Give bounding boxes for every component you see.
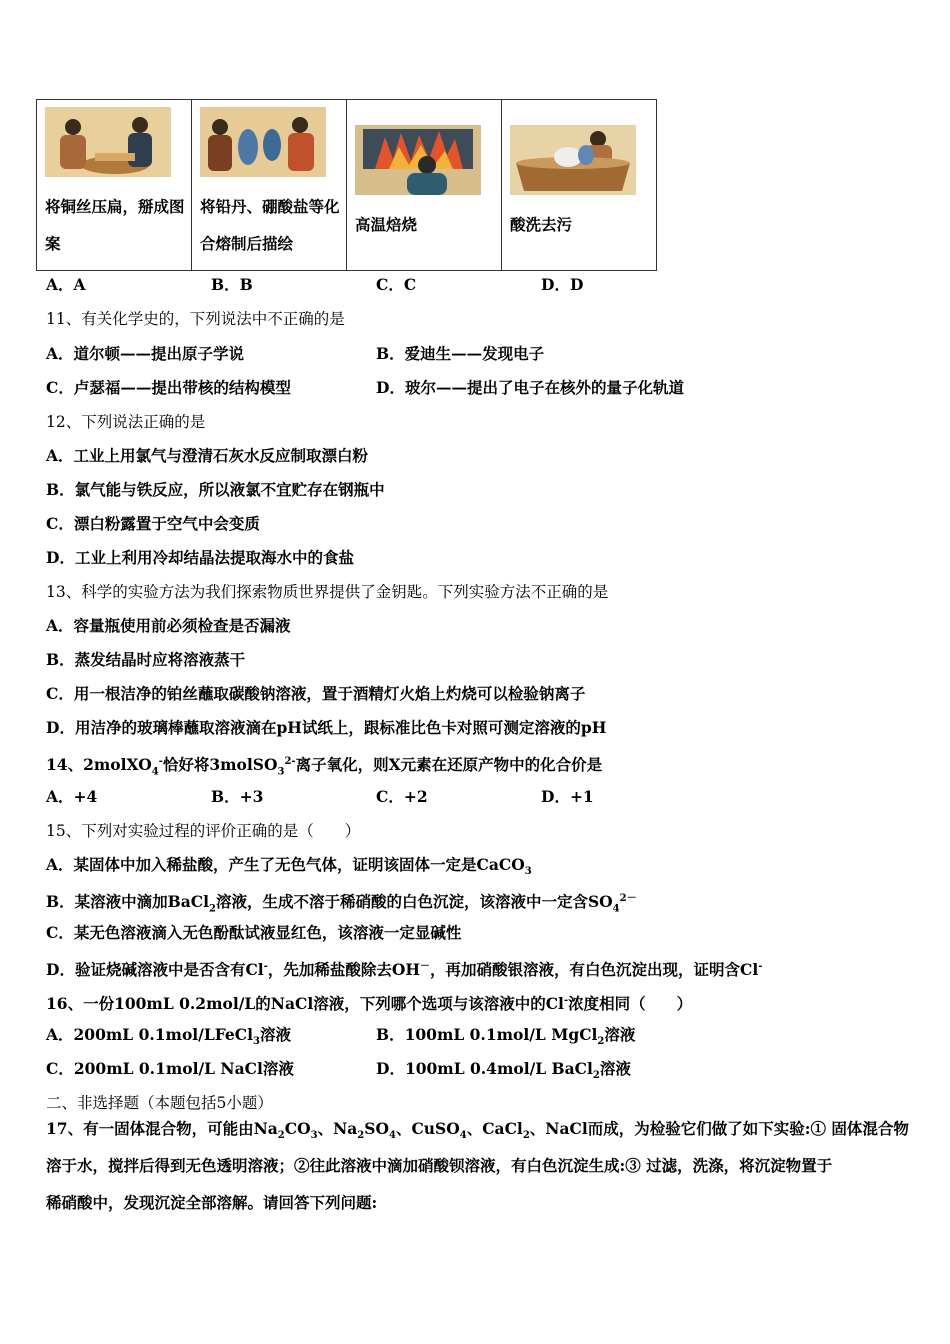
q15-option-b[interactable]: B．某溶液中滴加BaCl$_2$溶液，生成不溶于稀硝酸的白色沉淀，该溶液中一定含$SO_4^{2-}$ (46, 892, 637, 915)
q15-option-d[interactable]: D．验证烧碱溶液中是否含有Cl-，先加稀盐酸除去OH－，再加硝酸银溶液，有白色沉淀出现，证明含Cl- (46, 960, 763, 980)
q14-option-d[interactable]: D．+1 (541, 787, 594, 806)
q14-option-c[interactable]: C．+2 (376, 787, 428, 806)
craft-cell-c (347, 100, 502, 271)
craft-caption-c: 高温焙烧 (355, 215, 418, 234)
washing-in-tub-image (510, 125, 636, 195)
craft-cell-a (37, 100, 192, 271)
q11-stem: 11、有关化学史的，下列说法中不正确的是 (46, 310, 345, 328)
q10-option-b[interactable]: B．B (211, 275, 253, 294)
q15-option-c[interactable]: C．某无色溶液滴入无色酚酞试液显红色，该溶液一定显碱性 (46, 923, 462, 942)
q17-line-1: 17、有一固体混合物，可能由$Na_2CO_3$、$Na_2SO_4$、CuSO$_4$、CaCl$_2$、NaCl而成，为检验它们做了如下实验:① 固体混合物 (46, 1119, 909, 1142)
q10-option-c[interactable]: C．C (376, 275, 417, 294)
q17-line-3: 稀硝酸中，发现沉淀全部溶解。请回答下列问题: (46, 1193, 378, 1212)
q17-line-2: 溶于水，搅拌后得到无色透明溶液；②往此溶液中滴加硝酸钡溶液，有白色沉淀生成:③ 过滤，洗涤，将沉淀物置于 (46, 1156, 833, 1175)
craft-table (36, 99, 657, 271)
q13-stem: 13、科学的实验方法为我们探索物质世界提供了金钥匙。下列实验方法不正确的是 (46, 583, 609, 601)
q12-option-c[interactable]: C．漂白粉露置于空气中会变质 (46, 514, 260, 533)
q16-stem: 16、一份100mL 0.2mol/L的NaCl溶液，下列哪个选项与该溶液中的Cl-浓度相同（ ） (46, 994, 693, 1014)
q13-option-c[interactable]: C．用一根洁净的铂丝蘸取碳酸钠溶液，置于酒精灯火焰上灼烧可以检验钠离子 (46, 684, 586, 703)
q10-option-d[interactable]: D．D (541, 275, 584, 294)
q15-option-a[interactable]: A．某固体中加入稀盐酸，产生了无色气体，证明该固体一定是CaCO$_3$ (46, 855, 532, 878)
craftsman-pressing-copper-wire-image (45, 107, 171, 177)
q13-option-b[interactable]: B．蒸发结晶时应将溶液蒸干 (46, 650, 246, 669)
craft-caption-b: 将铅丹、硼酸盐等化合熔制后描绘 (200, 197, 340, 253)
q12-stem: 12、下列说法正确的是 (46, 413, 206, 431)
firing-in-furnace-image (355, 125, 481, 195)
q16-option-c[interactable]: C．200mL 0.1mol/L NaCl溶液 (46, 1059, 294, 1078)
section-heading: 二、非选择题（本题包括5小题） (46, 1094, 273, 1112)
q13-option-d[interactable]: D．用洁净的玻璃棒蘸取溶液滴在pH试纸上，跟标准比色卡对照可测定溶液的pH (46, 718, 607, 737)
q12-option-a[interactable]: A．工业上用氯气与澄清石灰水反应制取漂白粉 (46, 446, 369, 465)
q11-option-d[interactable]: D．玻尔——提出了电子在核外的量子化轨道 (376, 378, 684, 397)
q14-stem: 14、2molXO$_4$-恰好将3molSO$_3^{2-}$离子氧化，则X元素在还原产物中的化合价是 (46, 755, 603, 778)
craft-cell-b (192, 100, 347, 271)
q12-option-b[interactable]: B．氯气能与铁反应，所以液氯不宜贮存在钢瓶中 (46, 480, 385, 499)
q11-option-c[interactable]: C．卢瑟福——提出带核的结构模型 (46, 378, 291, 397)
q16-option-d[interactable]: D．100mL 0.4mol/L BaCl$_2$溶液 (376, 1059, 631, 1082)
q16-option-a[interactable]: A．200mL 0.1mol/LFeCl$_3$溶液 (46, 1025, 291, 1048)
craft-caption-a: 将铜丝压扁，掰成图案 (45, 197, 185, 253)
q15-stem: 15、下列对实验过程的评价正确的是（ ） (46, 822, 361, 840)
artisans-painting-vases-image (200, 107, 326, 177)
q14-option-b[interactable]: B．+3 (211, 787, 264, 806)
q12-option-d[interactable]: D．工业上利用冷却结晶法提取海水中的食盐 (46, 548, 354, 567)
craft-cell-d (502, 100, 657, 271)
q11-option-a[interactable]: A．道尔顿——提出原子学说 (46, 344, 245, 363)
q14-option-a[interactable]: A．+4 (46, 787, 98, 806)
q10-option-a[interactable]: A．A (46, 275, 86, 294)
q11-option-b[interactable]: B．爱迪生——发现电子 (376, 344, 545, 363)
craft-caption-d: 酸洗去污 (510, 215, 573, 234)
q13-option-a[interactable]: A．容量瓶使用前必须检查是否漏液 (46, 616, 291, 635)
q16-option-b[interactable]: B．100mL 0.1mol/L MgCl$_2$溶液 (376, 1025, 636, 1048)
